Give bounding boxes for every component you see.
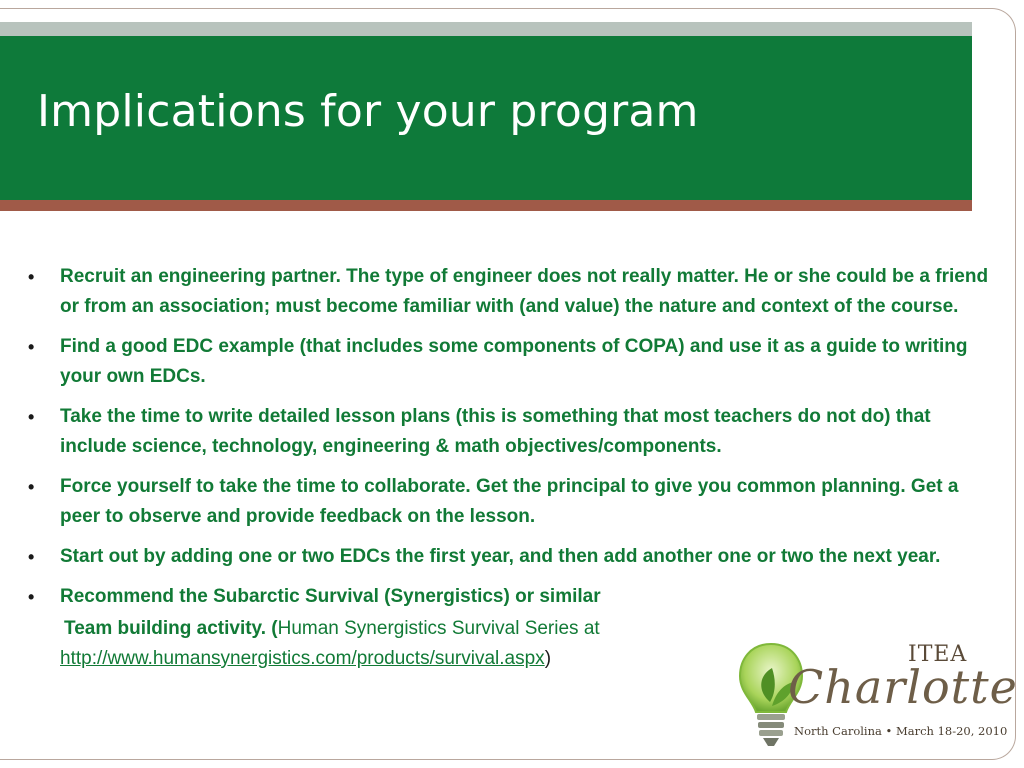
- bullet-item: [28, 582, 994, 612]
- bullet-text: Recommend the Subarctic Survival (Synergistics) or similar: [60, 586, 601, 607]
- bullet-text: Find a good EDC example (that includes some components of COPA) and use it as a guide to writing your own EDCs.: [60, 336, 968, 387]
- bullet-item: [28, 332, 994, 392]
- bullet-dot-icon: •: [28, 337, 35, 357]
- bullet-dot-icon: •: [28, 477, 35, 497]
- bullet-item: [28, 402, 994, 462]
- bullet-item: [28, 542, 994, 572]
- logo-wordmark: Charlotte: [788, 660, 1018, 714]
- bullet-dot-icon: •: [28, 547, 35, 567]
- bullet-text: Recruit an engineering partner. The type of engineer does not really matter. He or she could be a friend or from an association; must become familiar with (and value) the nature and context of the course.: [60, 266, 989, 317]
- slide-title: Implications for your program: [37, 86, 699, 137]
- bullet-item: [28, 262, 994, 322]
- bullet-dot-icon: •: [28, 407, 35, 427]
- logo-itea-text: ITEA: [908, 642, 968, 667]
- bullet-dot-icon: •: [28, 587, 35, 607]
- survival-series-link[interactable]: http://www.humansynergistics.com/products/survival.aspx: [60, 648, 545, 669]
- logo-tagline: North Carolina • March 18-20, 2010: [794, 724, 1008, 738]
- continuation-text: Human Synergistics Survival Series at: [277, 618, 600, 639]
- header-top-strip: [0, 22, 972, 36]
- bullet-text: Start out by adding one or two EDCs the first year, and then add another one or two the next year.: [60, 546, 941, 567]
- bullet-list: [28, 262, 994, 612]
- bullet-continuation: [28, 614, 720, 674]
- header-accent-strip: [0, 200, 972, 211]
- itea-charlotte-logo: [736, 640, 1018, 752]
- bullet-text: Force yourself to take the time to collaborate. Get the principal to give you common planning. Get a peer to observe and provide feedback on the lesson.: [60, 476, 959, 527]
- bullet-text: Take the time to write detailed lesson plans (this is something that most teachers do not do) that include science, technology, engineering & math objectives/components.: [60, 406, 931, 457]
- continuation-close: ): [544, 648, 552, 669]
- continuation-lead: Team building activity. (: [64, 618, 278, 639]
- bullet-item: [28, 472, 994, 532]
- bullet-dot-icon: •: [28, 267, 35, 287]
- slide-body: [28, 262, 994, 674]
